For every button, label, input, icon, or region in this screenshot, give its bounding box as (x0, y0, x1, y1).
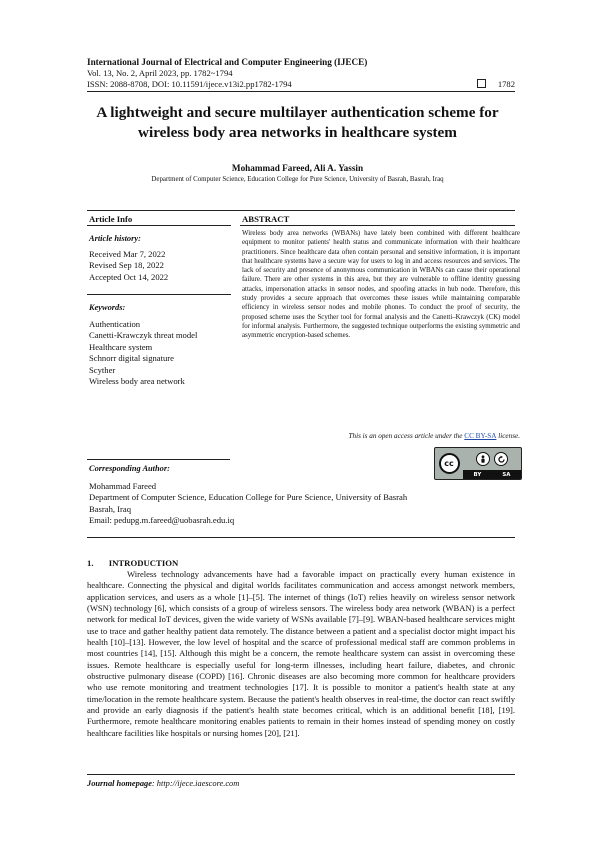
introduction-body (87, 569, 515, 739)
abstract-rule (240, 225, 515, 226)
corr-email: Email: pedupg.m.fareed@uobasrah.edu.iq (89, 514, 235, 525)
introduction-paragraph: Wireless technology advancements have had a favorable impact on practically every human existence in healthcare. Connecting the physical and digital worlds facilitates communication and access amongst network members, application services, and users as a whole [1]–[5]. The internet of things (IoT) relies heavily on wireless sensor network (WSN) technology [6], which consists of a group of wireless sensors. The wireless body area network (WBAN) is a perfect network for medical IoT devices, given the wide variety of WSNs available [7]–[9]. WBAN-based healthcare services might use to trace and gather healthy patient data remotely. The distance between a patient and a specialist doctor might impact his health [10]–[13]. However, the low level of hospital and the scarce of professional medical staff are common problems in most countries [14], [15]. Although this might be a concern, the remote healthcare system can assist in overcoming these issues. Remote healthcare is especially useful for long-term illnesses, including heart failure, diabetes, and chronic obstructive pulmonary disease (COPD) [16]. Chronic diseases are also becoming more common for healthcare providers who use remote monitoring and treatment technologies [17]. It is possible to monitor a patient's health state at any time/location in the remote healthcare system. Because the patient's health observes in real-time, the doctor can react swiftly and provide an early diagnosis if the patient's health state becomes critical, which is an additional benefit [18], [19]. Furthermore, remote healthcare monitoring enables patients to remain in their homes instead of spending money on costly healthcare facilities like hospitals or nursing homes [20], [21]. (87, 569, 515, 738)
title-line-2: wireless body area networks in healthcare system (138, 123, 457, 141)
keyword: Scyther (89, 364, 116, 375)
header-rule (87, 91, 515, 92)
cc-badge-icons (463, 448, 521, 470)
keywords-heading: Keywords: (89, 303, 126, 312)
page-number: 1782 (497, 79, 515, 89)
corr-top-rule (87, 459, 230, 460)
oa-prefix: This is an open access article under the (348, 432, 465, 440)
person-icon (476, 452, 490, 466)
cc-badge-right (463, 448, 521, 479)
keyword: Wireless body area network (89, 376, 185, 387)
keyword: Authentication (89, 319, 141, 329)
issn-doi: ISSN: 2088-8708, DOI: 10.11591/ijece.v13i2.pp1782-1794 (87, 79, 292, 89)
cc-badge-text (463, 470, 521, 479)
history-received: Received Mar 7, 2022 (89, 249, 166, 259)
journal-homepage (87, 779, 239, 788)
info-top-rule (87, 210, 515, 211)
corr-bottom-rule (87, 537, 515, 538)
history-heading: Article history: (89, 234, 141, 243)
oa-suffix: license. (496, 432, 520, 440)
keyword: Canetti-Krawczyk threat model (89, 330, 198, 341)
history-list (89, 249, 168, 283)
keyword: Schnorr digital signature (89, 353, 174, 364)
corr-dept: Department of Computer Science, Education College for Pure Science, University of Basrah (89, 492, 408, 503)
history-accepted: Accepted Oct 14, 2022 (89, 271, 169, 282)
homepage-label: Journal homepage (87, 779, 152, 788)
cc-icon: cc (439, 453, 460, 474)
journal-volume: Vol. 13, No. 2, April 2023, pp. 1782~1794 (87, 68, 233, 78)
abstract-heading: ABSTRACT (242, 214, 290, 224)
affiliation: Department of Computer Science, Education College for Pure Science, University of Basrah, Basrah, Iraq (151, 176, 444, 183)
share-alike-icon (494, 452, 508, 466)
keywords-rule (87, 294, 231, 295)
cc-logo (435, 448, 463, 479)
cc-sa-label: SA (502, 471, 511, 478)
footer-rule (87, 774, 515, 775)
info-rule (87, 225, 231, 226)
issn-line (87, 79, 515, 90)
abstract-body: Wireless body area networks (WBANs) have lately been combined with different healthcare equipment to monitor patients' health status and communicate information with their healthcare practitioners. Since healthcare data often contain personal and sensitive information, it is important that healthcare systems have a secure way for users to log in and access resources and services. The lack of security and presence of anonymous communication in WBANs can cause their operational failure. There are other systems in this area, but they are vulnerable to offline identity guessing attacks, impersonation attacks in sensor nodes, and spoofing attacks in hub node. Therefore, this study provides a secure approach that overcomes these issues while maintaining comparable efficiency in wireless sensor nodes and mobile phones. To conduct the proof of security, the proposed scheme uses the Scyther tool for formal analysis and the Canetti–Krawczyk (CK) model for informal analysis. Furthermore, the suggested technique outperforms the existing symmetric and asymmetric encryption-based schemes. (242, 230, 520, 340)
authors: Mohammad Fareed, Ali A. Yassin (231, 163, 364, 173)
article-info-heading: Article Info (89, 214, 133, 224)
corresponding-heading: Corresponding Author: (89, 464, 170, 473)
keyword: Healthcare system (89, 341, 153, 352)
journal-name: International Journal of Electrical and Computer Engineering (IJECE) (87, 57, 368, 67)
cc-by-sa-link[interactable]: CC BY-SA (464, 432, 497, 440)
cc-license-badge[interactable] (434, 447, 522, 480)
corresponding-details (89, 481, 519, 526)
keywords-list (89, 319, 197, 387)
homepage-url[interactable]: : http://ijece.iaescore.com (151, 779, 240, 788)
open-access-notice (242, 432, 520, 440)
title-line-1: A lightweight and secure multilayer authentication scheme for (96, 104, 499, 121)
paper-title (60, 103, 535, 142)
square-icon (477, 79, 486, 88)
history-revised: Revised Sep 18, 2022 (89, 260, 164, 271)
cc-by-label: BY (473, 471, 482, 478)
introduction-heading: 1. INTRODUCTION (87, 558, 179, 568)
page-marker (477, 79, 515, 90)
corr-name: Mohammad Fareed (89, 481, 157, 491)
corr-city: Basrah, Iraq (89, 503, 131, 514)
